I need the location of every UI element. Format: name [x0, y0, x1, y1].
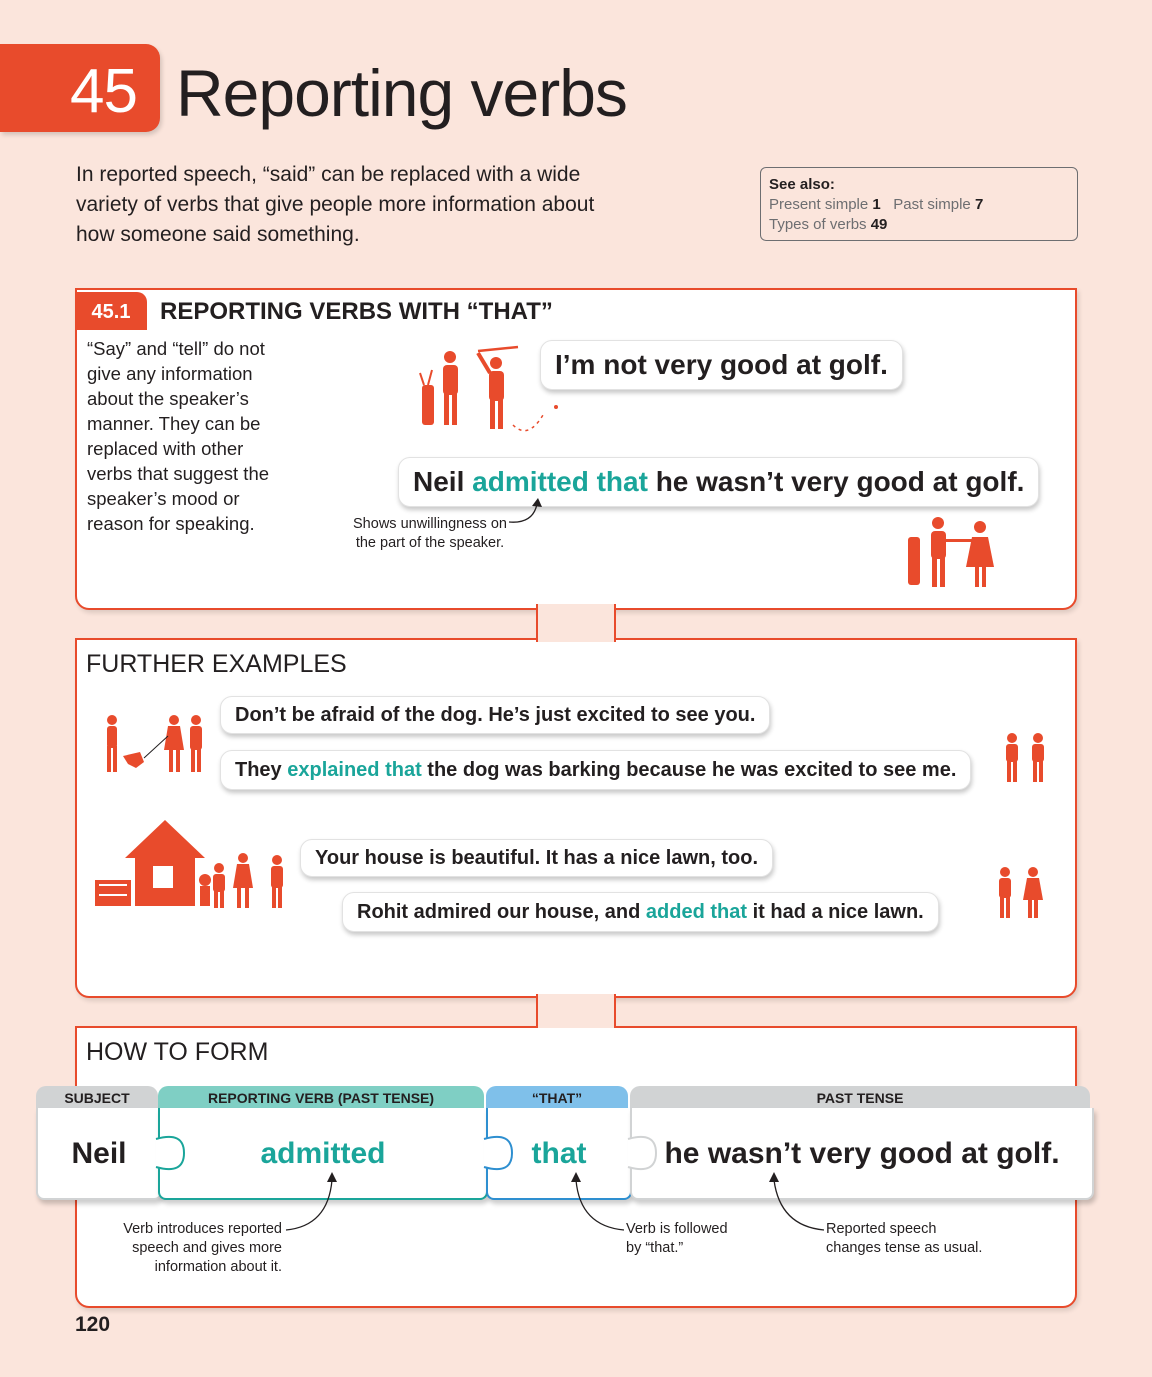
reported-pre: Neil [413, 466, 473, 497]
past-tense-value: he wasn’t very good at golf. [664, 1137, 1060, 1170]
note-reporting-verb: Verb introduces reported speech and gives more information about it. [123, 1221, 282, 1275]
see-also-num: 49 [870, 216, 888, 233]
example1-verb: explained that [287, 759, 422, 781]
column-label-past-tense: PAST TENSE [630, 1086, 1090, 1110]
pair-figures-illustration [1000, 732, 1050, 784]
example1-quote-text: Don’t be afraid of the dog. He’s just excited to see you. [235, 704, 756, 726]
reporting-verb-value: admitted [260, 1137, 386, 1170]
see-also-num: 1 [872, 196, 881, 213]
house-illustration [95, 818, 295, 910]
speech-bubble-quote [540, 340, 903, 390]
panel-connector-cover [536, 604, 616, 642]
see-also-line-2 [769, 215, 1069, 235]
subject-value: Neil [71, 1137, 127, 1170]
section-title: REPORTING VERBS WITH “THAT” [160, 298, 553, 325]
see-also-num: 7 [974, 196, 984, 213]
arrow-icon [505, 496, 545, 528]
see-also-link[interactable]: Types of verbs [769, 216, 867, 233]
speech-bubble-reported [398, 457, 1039, 507]
puzzle-knob [150, 1135, 190, 1171]
annotation-unwillingness: Shows unwillingness on the part of the speaker. [353, 516, 507, 551]
column-label-subject: SUBJECT [36, 1086, 158, 1110]
section-explanation: “Say” and “tell” do not give any information about the speaker’s manner. They can be replaced with other verbs that suggest the speaker’s mood or reason for speaking. [87, 338, 270, 534]
note-past-tense: Reported speech changes tense as usual. [826, 1221, 983, 1256]
pair-figures-illustration [993, 866, 1049, 920]
puzzle-knob [478, 1135, 518, 1171]
see-also-link[interactable]: Past simple [893, 196, 971, 213]
arrow-icon [282, 1170, 342, 1234]
see-also-link[interactable]: Present simple [769, 196, 869, 213]
puzzle-knob [622, 1135, 662, 1171]
example2-post: it had a nice lawn. [747, 901, 924, 923]
speech-bubble-example2-reported [342, 892, 939, 932]
arrow-icon [764, 1170, 828, 1234]
golfers-illustration [418, 345, 558, 440]
example2-pre: Rohit admired our house, and [357, 901, 646, 923]
puzzle-piece-past-tense [630, 1108, 1094, 1200]
see-also-line-1 [769, 195, 1069, 215]
reported-post: he wasn’t very good at golf. [647, 466, 1025, 497]
puzzle-piece-subject [36, 1108, 162, 1200]
quote-text: I’m not very good at golf. [555, 349, 888, 380]
see-also-box [760, 167, 1078, 241]
example2-verb: added that [645, 901, 748, 923]
example1-pre: They [235, 759, 288, 781]
see-also-heading: See also: [769, 176, 835, 193]
section-number-badge: 45.1 [75, 292, 147, 330]
speech-bubble-example2-quote [300, 839, 773, 877]
page-title: Reporting verbs [176, 56, 627, 130]
speech-bubble-example1-quote [220, 696, 770, 734]
column-label-reporting-verb: REPORTING VERB (PAST TENSE) [158, 1086, 484, 1110]
how-to-form-heading: HOW TO FORM [86, 1038, 269, 1066]
reporting-verb-highlight: admitted that [472, 466, 648, 497]
page-number: 120 [75, 1313, 111, 1336]
chapter-number: 45 [70, 57, 137, 126]
that-value: that [531, 1137, 587, 1170]
arrow-icon [566, 1170, 628, 1234]
intro-text: In reported speech, “said” can be replaced with a wide variety of verbs that give people more information about how someone said something. [76, 163, 595, 246]
example1-post: the dog was barking because he was excited to see me. [421, 759, 957, 781]
example2-quote-text: Your house is beautiful. It has a nice lawn, too. [315, 847, 759, 869]
dog-walk-illustration [98, 712, 210, 774]
note-that: Verb is followed by “that.” [626, 1221, 728, 1256]
column-label-that: “THAT” [486, 1086, 628, 1110]
speech-bubble-example1-reported [220, 750, 971, 790]
further-examples-heading: FURTHER EXAMPLES [86, 650, 347, 678]
couple-golf-illustration [900, 515, 1000, 590]
panel-connector-cover [536, 994, 616, 1028]
